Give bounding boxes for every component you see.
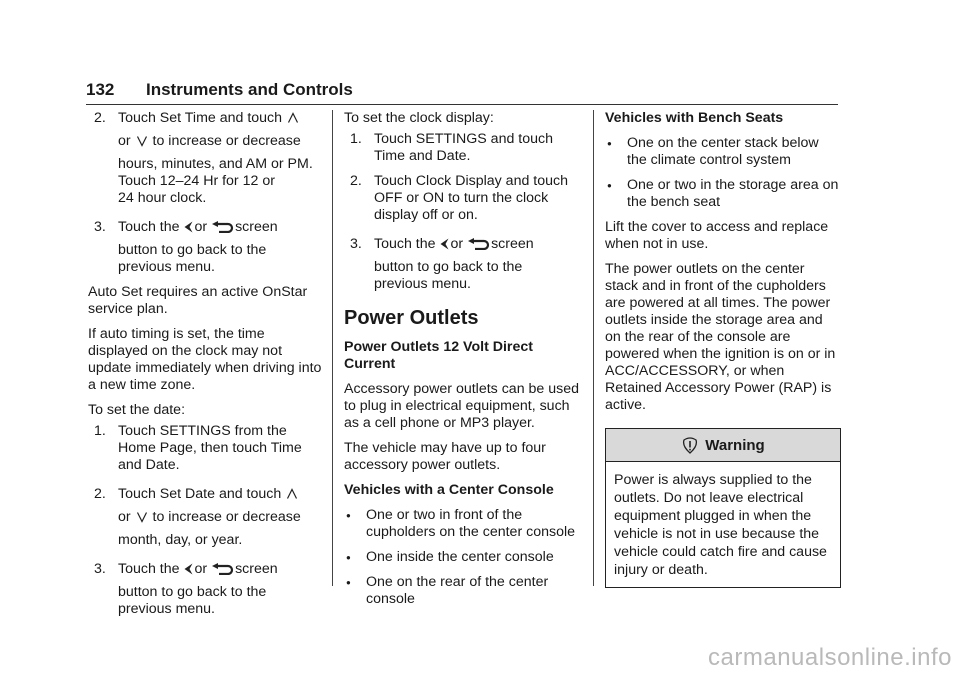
warning-icon bbox=[681, 437, 699, 454]
paragraph: The vehicle may have up to four accessory power outlets. bbox=[344, 440, 546, 473]
column-3 bbox=[605, 110, 841, 588]
clock-step-2: 2. Touch Clock Display and touch OFF or ON to turn the clock display off or on. bbox=[350, 173, 568, 223]
subheading: Power Outlets 12 Volt Direct Current bbox=[344, 339, 533, 372]
date-step-2: 2. Touch Set Date and touch or to increase or decrease month, day, or year. bbox=[94, 486, 301, 548]
date-intro: To set the date: bbox=[88, 402, 186, 418]
list-item: ● One on the rear of the center console bbox=[346, 574, 549, 607]
paragraph: The power outlets on the center stack and in front of the cupholders are powered at all times. The power outlets inside the storage area and on the rear of the console are powered when the ignition is on or in ACC/ACCESSORY, or when Retained Accessory Power (RAP) is active. bbox=[605, 261, 836, 413]
list-item: ● One or two in front of the cupholders on the center console bbox=[346, 507, 576, 540]
column-divider bbox=[593, 110, 594, 586]
chevron-down-icon bbox=[136, 135, 148, 147]
chevron-up-icon bbox=[287, 112, 299, 124]
time-step-3: 3. Touch the or screen button to go back to the previous menu. bbox=[94, 219, 278, 275]
list-item: ● One on the center stack below the climate control system bbox=[607, 135, 819, 168]
return-icon bbox=[212, 563, 234, 575]
back-arrow-icon bbox=[184, 221, 193, 233]
date-step-1: 1. Touch SETTINGS from the Home Page, then touch Time and Date. bbox=[94, 423, 302, 473]
list-item: ● One or two in the storage area on the bench seat bbox=[607, 177, 839, 210]
return-icon bbox=[212, 221, 234, 233]
paragraph: Accessory power outlets can be used to plug in electrical equipment, such as a cell phone or MP3 player. bbox=[344, 381, 580, 431]
clock-step-1: 1. Touch SETTINGS and touch Time and Date. bbox=[350, 131, 554, 164]
column-divider bbox=[332, 110, 333, 586]
page-number: 132 bbox=[86, 80, 115, 99]
auto-timing-paragraph: If auto timing is set, the time displayed on the clock may not update immediately when driving into a new time zone. bbox=[88, 326, 322, 393]
date-step-3: 3. Touch the or screen button to go back to the previous menu. bbox=[94, 561, 278, 617]
section-title: Instruments and Controls bbox=[146, 80, 353, 99]
clock-step-3: 3. Touch the or screen button to go back to the previous menu. bbox=[350, 236, 534, 292]
paragraph: Lift the cover to access and replace when not in use. bbox=[605, 219, 829, 252]
time-step-2: 2. Touch Set Time and touch or to increase or decrease hours, minutes, and AM or PM. Touch 12–24 Hr for 12 or 24 hour clock. bbox=[94, 110, 313, 206]
warning-title: Warning bbox=[705, 436, 765, 454]
column-2 bbox=[344, 110, 580, 616]
chevron-down-icon bbox=[136, 511, 148, 523]
list-item: ● One inside the center console bbox=[346, 549, 554, 565]
back-arrow-icon bbox=[440, 238, 449, 250]
auto-set-paragraph: Auto Set requires an active OnStar service plan. bbox=[88, 284, 308, 317]
watermark: carmanualsonline.info bbox=[708, 644, 952, 671]
chevron-up-icon bbox=[286, 488, 298, 500]
power-outlets-heading: Power Outlets bbox=[344, 307, 479, 329]
console-heading: Vehicles with a Center Console bbox=[344, 482, 554, 498]
warning-header bbox=[606, 429, 840, 462]
page-header bbox=[86, 80, 838, 105]
column-1 bbox=[88, 110, 324, 626]
warning-body: Power is always supplied to the outlets. Do not leave electrical equipment plugged in when the vehicle is not in use because the vehicle could catch fire and cause injury or death. bbox=[614, 472, 827, 578]
warning-box bbox=[605, 428, 841, 588]
return-icon bbox=[468, 238, 490, 250]
bench-heading: Vehicles with Bench Seats bbox=[605, 110, 784, 126]
back-arrow-icon bbox=[184, 563, 193, 575]
clock-intro: To set the clock display: bbox=[344, 110, 494, 126]
